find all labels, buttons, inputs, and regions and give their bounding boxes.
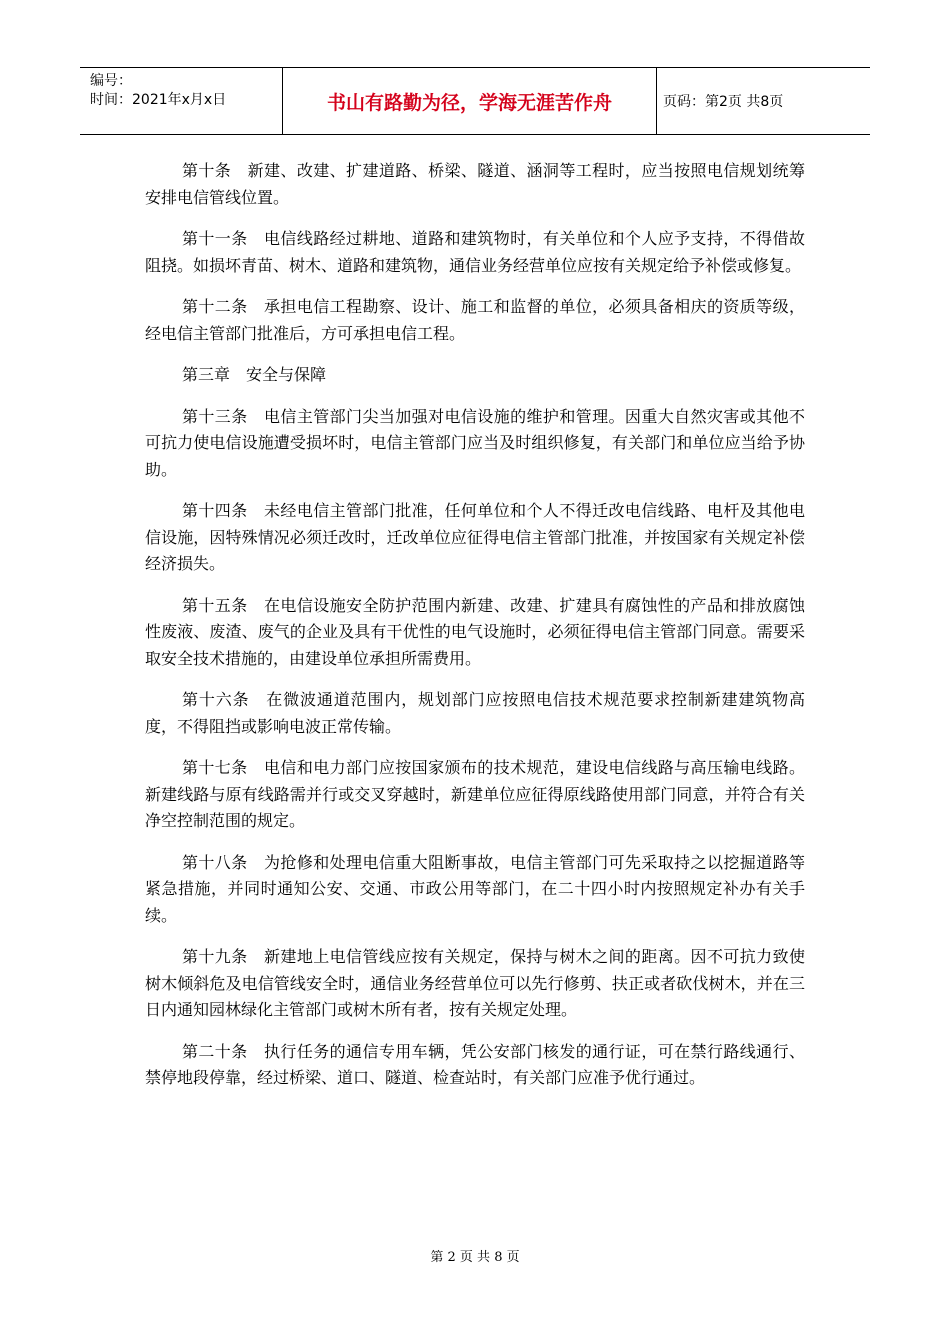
page-footer: 第 2 页 共 8 页 (430, 1250, 520, 1265)
article-18: 第十八条 为抢修和处理电信重大阻断事故，电信主管部门可先采取持之以挖掘道路等紧急措施，并同时通知公安、交通、市政公用等部门，在二十四小时内按照规定补办有关手续。 (145, 852, 805, 925)
article-17: 第十七条 电信和电力部门应按国家颁布的技术规范，建设电信线路与高压输电线路。新建线路与原有线路需并行或交叉穿越时，新建单位应征得原线路使用部门同意，并符合有关净空控制范围的规定。 (145, 758, 805, 830)
article-16: 第十六条 在微波通道范围内，规划部门应按照电信技术规范要求控制新建建筑物高度，不得阻挡或影响电波正常传输。 (145, 690, 805, 736)
article-14: 第十四条 未经电信主管部门批准，任何单位和个人不得迁改电信线路、电杆及其他电信设施，因特殊情况必须迁改时，迁改单位应征得电信主管部门批准，并按国家有关规定补偿经济损失。 (145, 501, 805, 573)
article-15: 第十五条 在电信设施安全防护范围内新建、改建、扩建具有腐蚀性的产品和排放腐蚀性废液、废渣、废气的企业及具有干优性的电气设施时，必须征得电信主管部门同意。需要采取安全技术措施的，由建设单位承担所需费用。 (145, 595, 805, 668)
article-11: 第十一条 电信线路经过耕地、道路和建筑物时，有关单位和个人应予支持，不得借故阻挠。如损坏青苗、树木、道路和建筑物，通信业务经营单位应按有关规定给予补偿或修复。 (145, 229, 805, 275)
article-12: 第十二条 承担电信工程勘察、设计、施工和监督的单位，必须具备相庆的资质等级，经电信主管部门批准后，方可承担电信工程。 (145, 297, 805, 343)
document-header (80, 67, 870, 135)
document-time-label: 时间：2021年x月x日 (90, 92, 227, 108)
header-motto: 书山有路勤为径，学海无涯苦作舟 (283, 68, 657, 134)
chapter-3-heading: 第三章 安全与保障 (182, 365, 327, 384)
article-19: 第十九条 新建地上电信管线应按有关规定，保持与树木之间的距离。因不可抗力致使树木倾斜危及电信管线安全时，通信业务经营单位可以先行修剪、扶正或者砍伐树木，并在三日内通知园林绿化主管部门或树木所有者，按有关规定处理。 (145, 947, 805, 1019)
article-20: 第二十条 执行任务的通信专用车辆，凭公安部门核发的通行证，可在禁行路线通行、禁停地段停靠，经过桥梁、道口、隧道、检查站时，有关部门应准予优行通过。 (145, 1041, 805, 1087)
article-13: 第十三条 电信主管部门尖当加强对电信设施的维护和管理。因重大自然灾害或其他不可抗力使电信设施遭受损坏时，电信主管部门应当及时组织修复，有关部门和单位应当给予协助。 (145, 406, 805, 479)
header-meta (80, 68, 283, 134)
article-10: 第十条 新建、改建、扩建道路、桥梁、隧道、涵洞等工程时，应当按照电信规划统筹安排电信管线位置。 (145, 161, 805, 207)
header-page-info: 页码：第2页 共8页 (663, 94, 784, 110)
document-number-label: 编号： (90, 73, 132, 89)
document-body (145, 158, 805, 1107)
